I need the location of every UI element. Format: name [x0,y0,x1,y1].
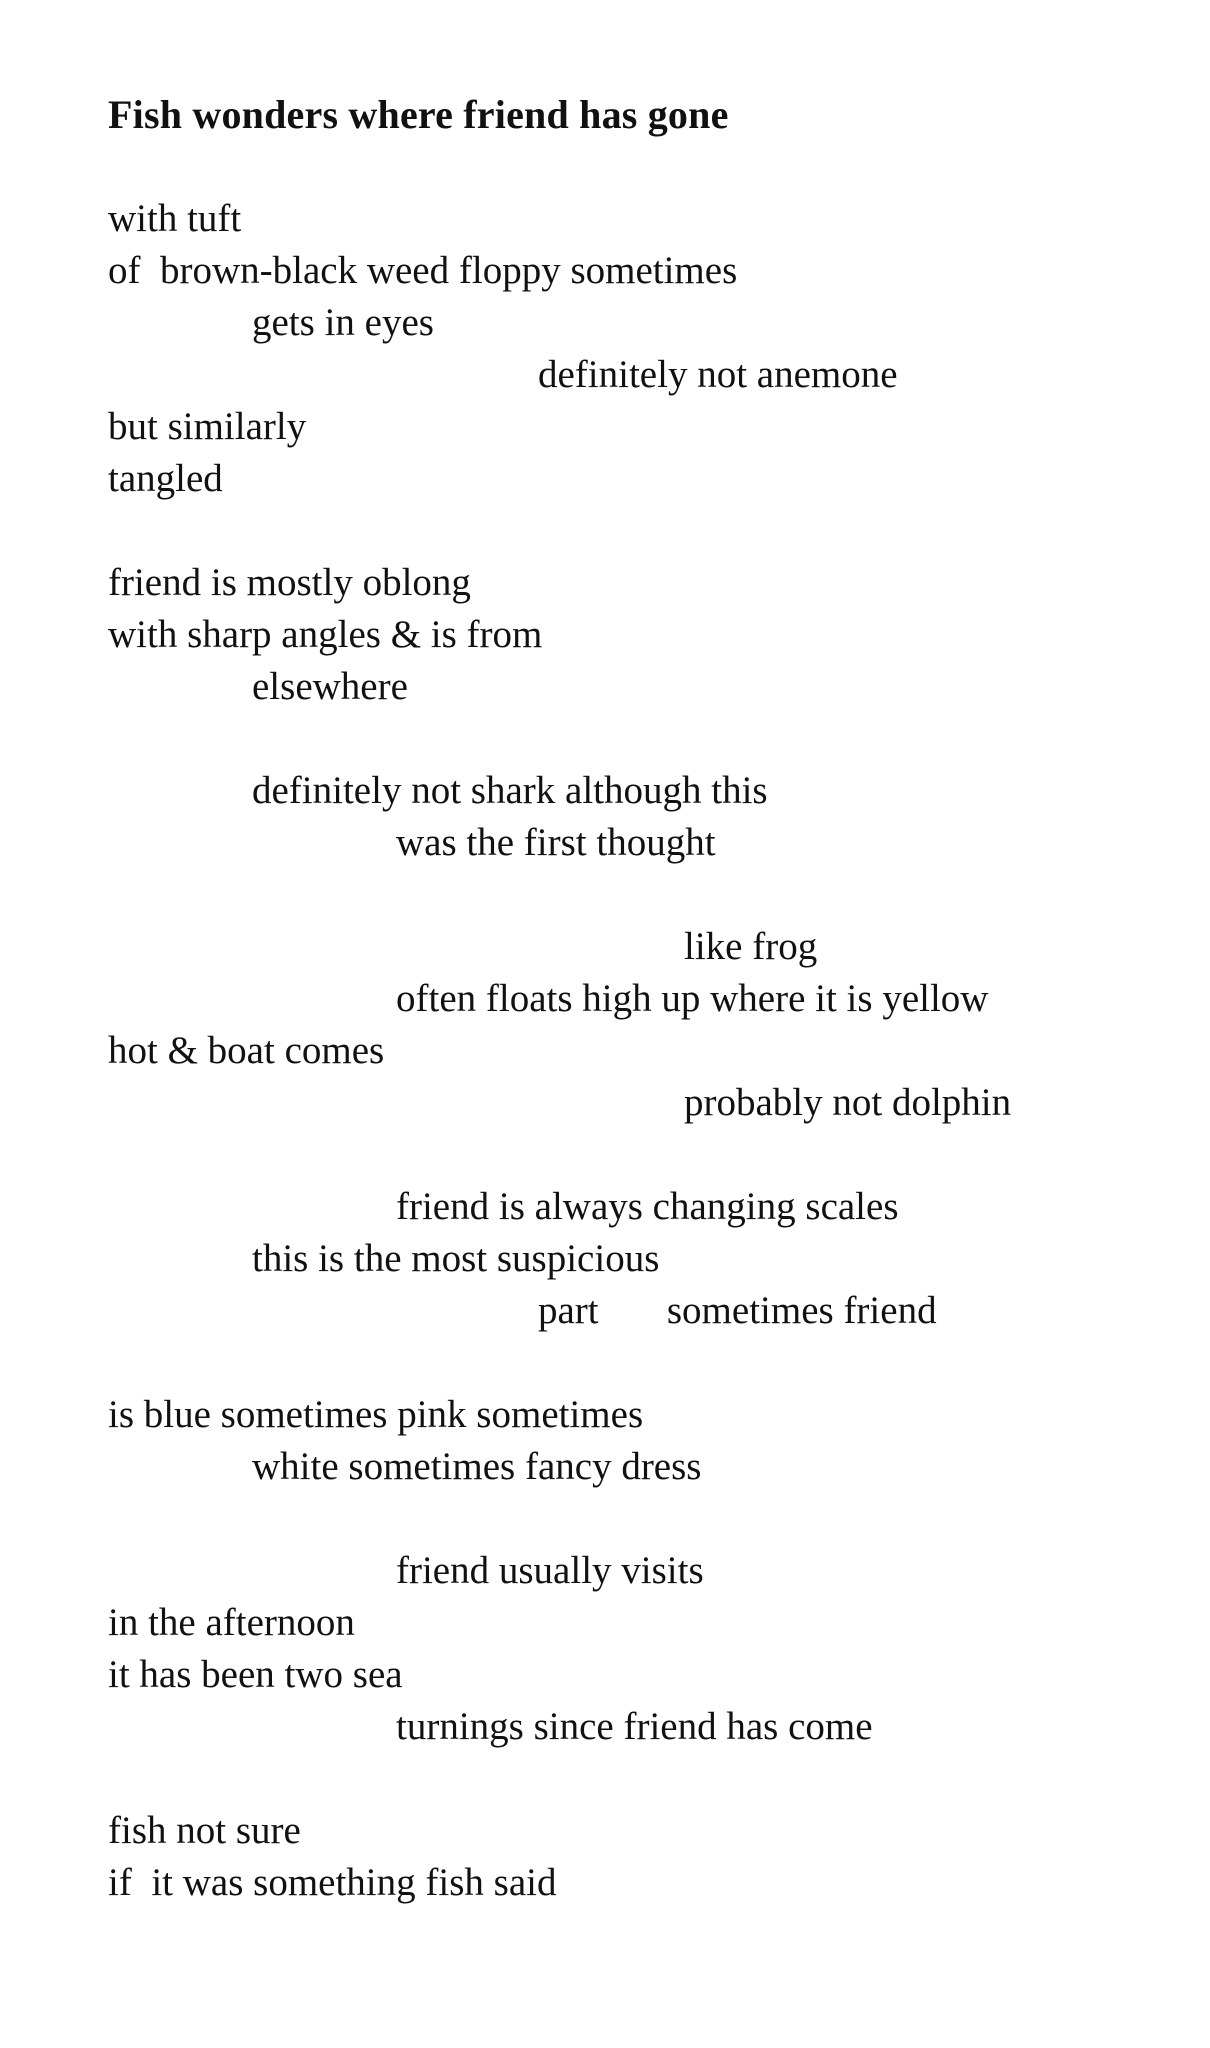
poem-lines [108,193,1190,1909]
poem-line: often floats high up where it is yellow [396,977,989,1020]
poem-line-blank [108,1129,1190,1181]
poem-line: part sometimes friend [538,1289,937,1332]
poem-line: but similarly [108,405,307,448]
poem-line: with tuft [108,197,242,240]
poem-line: like frog [684,925,818,968]
poem-line-blank [108,1753,1190,1805]
poem-line: white sometimes fancy dress [252,1445,702,1488]
poem-line-blank [108,1337,1190,1389]
poem-line-blank [108,1493,1190,1545]
poem-line: is blue sometimes pink sometimes [108,1393,644,1436]
poem-line: with sharp angles & is from [108,613,543,656]
poem-line: tangled [108,457,223,500]
poem-line: fish not sure [108,1809,301,1852]
poem-line: definitely not anemone [538,353,898,396]
poem-line: elsewhere [252,665,408,708]
poem-line: this is the most suspicious [252,1237,660,1280]
poem-line: of brown-black weed floppy sometimes [108,249,738,292]
poem-line: in the afternoon [108,1601,355,1644]
poem-line: if it was something fish said [108,1861,557,1904]
poem-title: Fish wonders where friend has gone [108,92,729,137]
poem-line: it has been two sea [108,1653,403,1696]
poem-line: hot & boat comes [108,1029,385,1072]
poem-line-blank [108,713,1190,765]
poem-line: gets in eyes [252,301,434,344]
poem-line: friend is always changing scales [396,1185,899,1228]
poem-line: friend is mostly oblong [108,561,471,604]
poem-line: probably not dolphin [684,1081,1012,1124]
poem-line: definitely not shark although this [252,769,768,812]
poem-line-blank [108,869,1190,921]
poem-line-blank [108,505,1190,557]
poem-line: friend usually visits [396,1549,704,1592]
poem-line: turnings since friend has come [396,1705,873,1748]
poem-line: was the first thought [396,821,716,864]
title-gap [108,141,1190,193]
